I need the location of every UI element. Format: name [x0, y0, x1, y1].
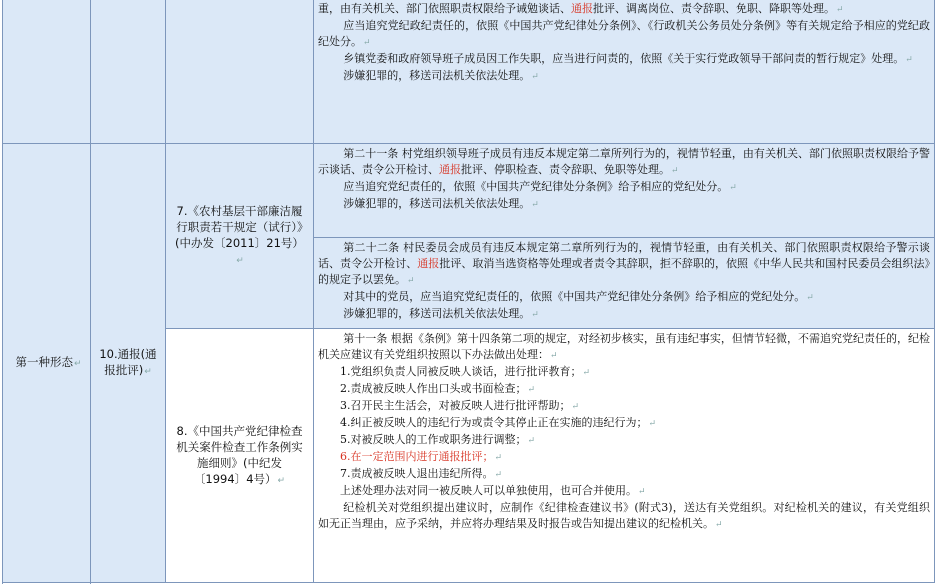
document-table: [2, 0, 935, 583]
cell-empty-source-top: [166, 0, 314, 144]
paragraph-mark: ↵: [905, 55, 913, 65]
text-run: 对其中的党员，应当追究党纪责任的，依照《中国共产党纪律处分条例》给予相应的党纪处分。: [343, 290, 806, 303]
source-cell-rural-regulation: [166, 144, 314, 329]
paragraph-mark: ↵: [527, 436, 536, 446]
paragraph: [318, 381, 930, 398]
paragraph: [318, 68, 930, 85]
paragraph-mark: ↵: [494, 470, 503, 480]
paragraph: [318, 179, 930, 196]
highlight-text: 通报: [417, 257, 440, 270]
cell-content-article-11: [314, 329, 935, 583]
text-run: 1.党组织负责人同被反映人谈话，进行批评教育；: [340, 365, 582, 378]
highlight-text: 通报: [571, 2, 593, 15]
text-run: 应当追究党纪政纪责任的，依照《中国共产党纪律处分条例》、《行政机关公务员处分条例》等有关规定给予相应的党纪政纪处分。: [318, 19, 930, 48]
text-run: 5.对被反映人的工作或职务进行调整；: [340, 433, 527, 446]
text-run: 批评、调离岗位、责令辞职、免职、降职等处理。: [593, 2, 835, 15]
text-run: 第二十二条 村民委员会成员有违反本规定第二章所列行为的，视情节轻重，由有关机关、部门依照职责权限给予警示谈话、责令公开检讨、: [318, 241, 930, 270]
text-run: 涉嫌犯罪的，移送司法机关依法处理。: [343, 197, 531, 210]
paragraph-mark: ↵: [531, 200, 539, 210]
cell-content-article-21: [314, 144, 935, 238]
paragraph-mark: ↵: [363, 38, 371, 48]
paragraph: [318, 1, 930, 18]
text-run: 乡镇党委和政府领导班子成员因工作失职，应当进行问责的，依照《关于实行党政领导干部问责的暂行规定》处理。: [343, 52, 905, 65]
paragraph: [318, 289, 930, 306]
paragraph-mark: ↵: [550, 351, 558, 361]
paragraph-mark: ↵: [277, 475, 286, 486]
paragraph-mark: ↵: [638, 487, 646, 497]
text-run: 涉嫌犯罪的，移送司法机关依法处理。: [343, 69, 531, 82]
paragraph: [318, 500, 930, 533]
cell-empty-category-top: [3, 0, 91, 144]
category-label: 第一种形态: [15, 355, 73, 369]
paragraph: [318, 331, 930, 364]
source-cell-inspection-rules: [166, 329, 314, 583]
paragraph-mark: ↵: [729, 183, 737, 193]
paragraph-mark: ↵: [671, 166, 679, 176]
highlight-text: 通报: [439, 163, 461, 176]
paragraph-mark: ↵: [144, 367, 152, 377]
paragraph: [318, 432, 930, 449]
category-cell: [3, 144, 91, 583]
text-run: 涉嫌犯罪的，移送司法机关依法处理。: [343, 307, 531, 320]
paragraph-mark: ↵: [531, 72, 539, 82]
paragraph-mark: ↵: [571, 402, 580, 412]
text-run: 批评、取消当选资格等处理或者责令其辞职，拒不辞职的，依照《中华人民共和国村民委员会组织法》的规定予以罢免。: [318, 257, 931, 286]
cell-empty-subcategory-top: [91, 0, 166, 144]
text-run: 纪检机关对党组织提出建议时，应制作《纪律检查建议书》(附式3)，送达有关党组织。对纪检机关的建议，有关党组织如无正当理由，应予采纳，并应将办理结果及时报告或告知提出建议的纪检机关。: [318, 501, 930, 530]
paragraph-mark: ↵: [806, 293, 814, 303]
paragraph: [318, 398, 930, 415]
paragraph: [318, 18, 930, 51]
source-label-inspection-rules: 8.《中国共产党纪律检查机关案件检查工作条例实施细则》(中纪发〔1994〕4号）: [176, 423, 303, 486]
paragraph-mark: ↵: [236, 256, 244, 266]
paragraph-mark: ↵: [648, 419, 657, 429]
text-run: 7.责成被反映人退出违纪所得。: [340, 467, 494, 480]
paragraph: [318, 483, 930, 500]
paragraph-mark: ↵: [527, 385, 536, 395]
paragraph-mark: ↵: [531, 310, 539, 320]
text-run: 批评、停职检查、责令辞职、免职等处理。: [461, 163, 670, 176]
paragraph: [318, 466, 930, 483]
text-run: 3.召开民主生活会，对被反映人进行批评帮助；: [340, 399, 571, 412]
paragraph-mark: ↵: [715, 520, 723, 530]
text-run: 应当追究党纪责任的，依照《中国共产党纪律处分条例》给予相应的党纪处分。: [343, 180, 729, 193]
paragraph-mark: ↵: [582, 368, 591, 378]
text-run: 上述处理办法对同一被反映人可以单独使用，也可合并使用。: [340, 484, 637, 497]
subcategory-label: 10.通报(通报批评): [99, 347, 157, 377]
highlight-text: 6.在一定范围内进行通报批评；: [340, 450, 494, 463]
paragraph: [318, 51, 930, 68]
paragraph-mark: ↵: [494, 453, 503, 463]
paragraph: [318, 146, 930, 179]
source-label-rural-regulation: 7.《农村基层干部廉洁履行职责若干规定（试行）》(中办发〔2011〕21号）: [175, 204, 304, 250]
text-run: 第十一条 根据《条例》第十四条第二项的规定，对经初步核实，虽有违纪事实，但情节轻微，不需追究党纪责任的，纪检机关应建议有关党组织按照以下办法做出处理：: [318, 332, 930, 361]
text-run: 4.纠正被反映人的违纪行为或责令其停止正在实施的违纪行为；: [340, 416, 648, 429]
paragraph-mark: ↵: [73, 359, 82, 369]
paragraph: [318, 449, 930, 466]
paragraph-mark: ↵: [836, 5, 844, 15]
paragraph: [318, 306, 930, 323]
text-run: 第二十一条 村党组织领导班子成员有违反本规定第二章所列行为的，视情节轻重，由有关机关、部门依照职责权限给予警示谈话、责令公开检讨、: [318, 147, 930, 176]
cell-content-article-22: [314, 238, 935, 329]
paragraph: [318, 364, 930, 381]
text-run: 2.责成被反映人作出口头或书面检查；: [340, 382, 527, 395]
paragraph: [318, 415, 930, 432]
paragraph: [318, 196, 930, 213]
paragraph-mark: ↵: [407, 276, 415, 286]
text-run: 重，由有关机关、部门依照职责权限给予诫勉谈话、: [318, 2, 571, 15]
cell-content-accountability: [314, 0, 935, 144]
paragraph: [318, 240, 930, 289]
subcategory-cell: [91, 144, 166, 583]
